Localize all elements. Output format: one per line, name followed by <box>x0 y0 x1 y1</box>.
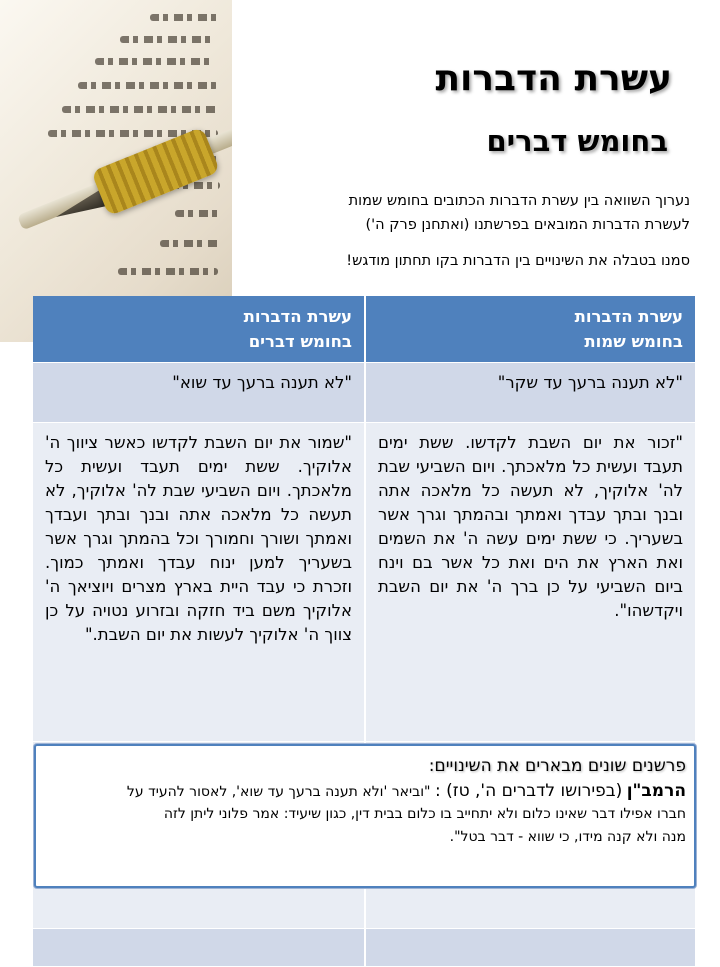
cell-empty <box>364 929 695 967</box>
column-header-devarim <box>33 296 364 363</box>
table-row <box>33 363 695 423</box>
intro-instruction: סמנו בטבלה את השינויים בין הדברות בקו תחתון מודגש! <box>346 253 690 269</box>
commentary-line-2: חברו אפילו דבר שאינו כלום ולא יתחייב בו כלום בבית דין, כגון שיעיד: אמר פלוני ליתן לזה <box>163 806 686 822</box>
commentary-heading: פרשנים שונים מבארים את השינויים: <box>428 756 686 776</box>
cell-devarim-false-witness: "לא תענה ברעך עד שוא" <box>33 363 364 423</box>
table-row <box>33 929 695 967</box>
commentary-box <box>34 744 696 888</box>
column-header-shemot-line1: עשרת הדברות <box>574 307 683 326</box>
cell-shemot-shabbat: "זכור את יום השבת לקדשו. ששת ימים תעבד ועשית כל מלאכתך. ויום השביעי שבת לה' אלוקיך, לא תעשה כל מלאכה אתה ובנך ובתך עבדך ואמתך ובהמתך וגרך אשר בשעריך. כי ששת ימים עשה ה' את השמים ואת הארץ את הים ואת כל אשר בם וינח ביום השביעי על כן ברך ה' את יום השבת ויקדשהו". <box>364 423 695 742</box>
commentary-quote-start: "וביאר 'ולא תענה ברעך עד שוא', לאסור להעיד על <box>126 784 431 800</box>
table-row <box>33 423 695 742</box>
intro-line-1: נערוך השוואה בין עשרת הדברות הכתובים בחומש שמות <box>348 193 690 209</box>
cell-shemot-false-witness: "לא תענה ברעך עד שקר" <box>364 363 695 423</box>
column-header-shemot <box>364 296 695 363</box>
torah-scroll-quill-photo <box>0 0 232 342</box>
table-header-row <box>33 296 695 363</box>
page-title: עשרת הדברות <box>435 58 672 99</box>
commentary-line-3: מנה ולא קנה מידו, כי שווא - דבר בטל". <box>449 829 686 845</box>
column-header-shemot-line2: בחומש שמות <box>584 332 683 351</box>
cell-empty <box>33 929 364 967</box>
column-header-devarim-line1: עשרת הדברות <box>243 307 352 326</box>
commentary-line-1 <box>46 780 686 803</box>
cell-devarim-shabbat: "שמור את יום השבת לקדשו כאשר ציווך ה' אלוקיך. ששת ימים תעבד ועשית כל מלאכתך. ויום השביעי שבת לה' אלוקיך, לא תעשה כל מלאכה אתה ובנך ובתך ועבדך ואמתך ושורך וחמורך וכל בהמתך וגרך אשר בשעריך למען ינוח עבדך ואמתך כמוך. וזכרת כי עבד היית בארץ מצרים ויוציאך ה' אלוקיך משם ביד חזקה ובזרוע נטויה על כן צווך ה' אלוקיך לעשות את יום השבת." <box>33 423 364 742</box>
column-header-devarim-line2: בחומש דברים <box>248 332 352 351</box>
page-subtitle: בחומש דברים <box>486 124 668 158</box>
commentary-author: הרמב"ן <box>626 781 686 801</box>
intro-line-2: לעשרת הדברות המובאים בפרשתנו (ואתחנן פרק ה') <box>365 217 690 233</box>
commentary-source: (בפירושו לדברים ה', טז) : <box>434 781 623 801</box>
